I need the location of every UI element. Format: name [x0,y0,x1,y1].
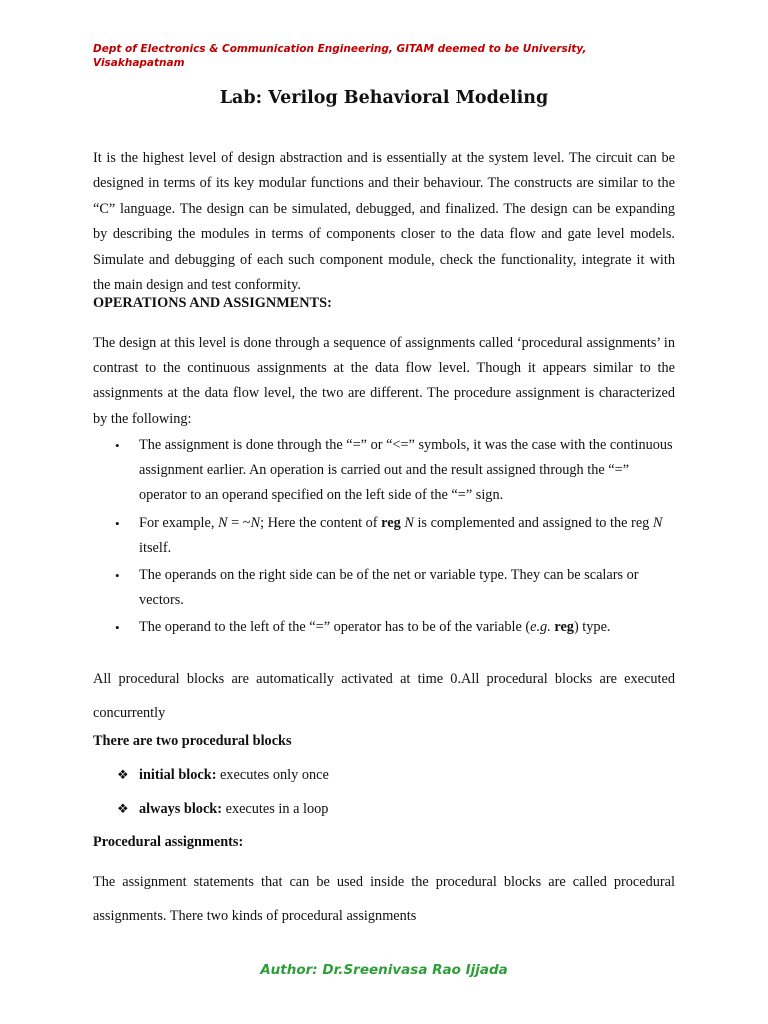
reg-name-2: N [652,514,663,531]
reg-keyword: reg [554,619,574,636]
intro-paragraph: It is the highest level of design abstraction and is essentially at the system level. The circuit can be designed in terms of its key modular functions and their behaviour. The constructs are similar to the “C” language. The design can be simulated, debugged, and finalized. The design can be expanding by describing the modules in terms of components closer to the data flow and gate level models. Simulate and debugging of each such component module, check the functionality, integrate it with the main design and test conformity. [93,150,675,294]
bullet-text-prefix: For example, [139,514,215,531]
block-description: executes only once [220,767,329,783]
diamond-bullet-icon: ❖ [117,801,129,816]
list-item [93,433,675,509]
procedural-assignments-heading: Procedural assignments: [93,834,244,850]
reg-keyword: reg [381,514,401,531]
bullet-text-prefix: The operand to the left of the “=” operator has to be of the variable ( [139,619,531,636]
page-title: Lab: Verilog Behavioral Modeling [219,88,549,108]
expr-op: = ~ [227,514,251,531]
diamond-bullet-icon: ❖ [117,767,129,782]
operations-paragraph: The design at this level is done through a sequence of assignments called ‘procedural assignments’ in contrast to the continuous assignments at the data flow level. Though it appears similar to the assignments at the data flow level, the two are different. The procedure assignment is characterized by the following: [93,335,675,427]
expr-rhs: N [250,514,261,531]
procedural-blocks-heading: There are two procedural blocks [93,733,292,749]
eg-abbrev: e.g. [530,619,551,636]
bullet-text-mid: ; Here the content of [260,514,378,531]
list-item [117,764,329,798]
bullet-icon: • [115,568,120,584]
list-item [93,511,675,561]
expr-lhs: N [218,514,228,531]
bullet-text: The assignment is done through the “=” or “<=” symbols, it was the case with the continuous assignment earlier. An operation is carried out and the result assigned through the “=” operator to an operand specified on the left side of the “=” sign. [139,437,673,504]
list-item [93,615,675,640]
reg-name: N [404,514,414,531]
bullet-text-post: is complemented and assigned to the reg [417,514,650,531]
activation-paragraph: All procedural blocks are automatically activated at time 0.All procedural blocks are executed concurrently [93,671,675,721]
procedural-assignments-paragraph: The assignment statements that can be used inside the procedural blocks are called procedural assignments. There two kinds of procedural assignments [93,874,675,924]
list-item [117,798,329,832]
bullet-text: The operands on the right side can be of the net or variable type. They can be scalars or vectors. [139,567,639,609]
block-label: always block: [139,801,223,817]
bullet-icon: • [115,515,120,531]
bullet-icon: • [115,620,120,636]
block-description: executes in a loop [225,801,329,817]
procedural-blocks-list [117,764,329,832]
operations-heading: OPERATIONS AND ASSIGNMENTS: [93,295,332,311]
department-header: Dept of Electronics & Communication Engineering, GITAM deemed to be University, Visakhapatnam [93,43,587,69]
list-item [93,563,675,613]
block-label: initial block: [139,767,217,783]
bullet-text-end: itself. [139,539,172,556]
bullet-text-post: ) type. [573,619,611,636]
author-footer: Author: Dr.Sreenivasa Rao Ijjada [260,962,508,978]
assignment-bullet-list [93,433,675,643]
bullet-icon: • [115,438,120,453]
